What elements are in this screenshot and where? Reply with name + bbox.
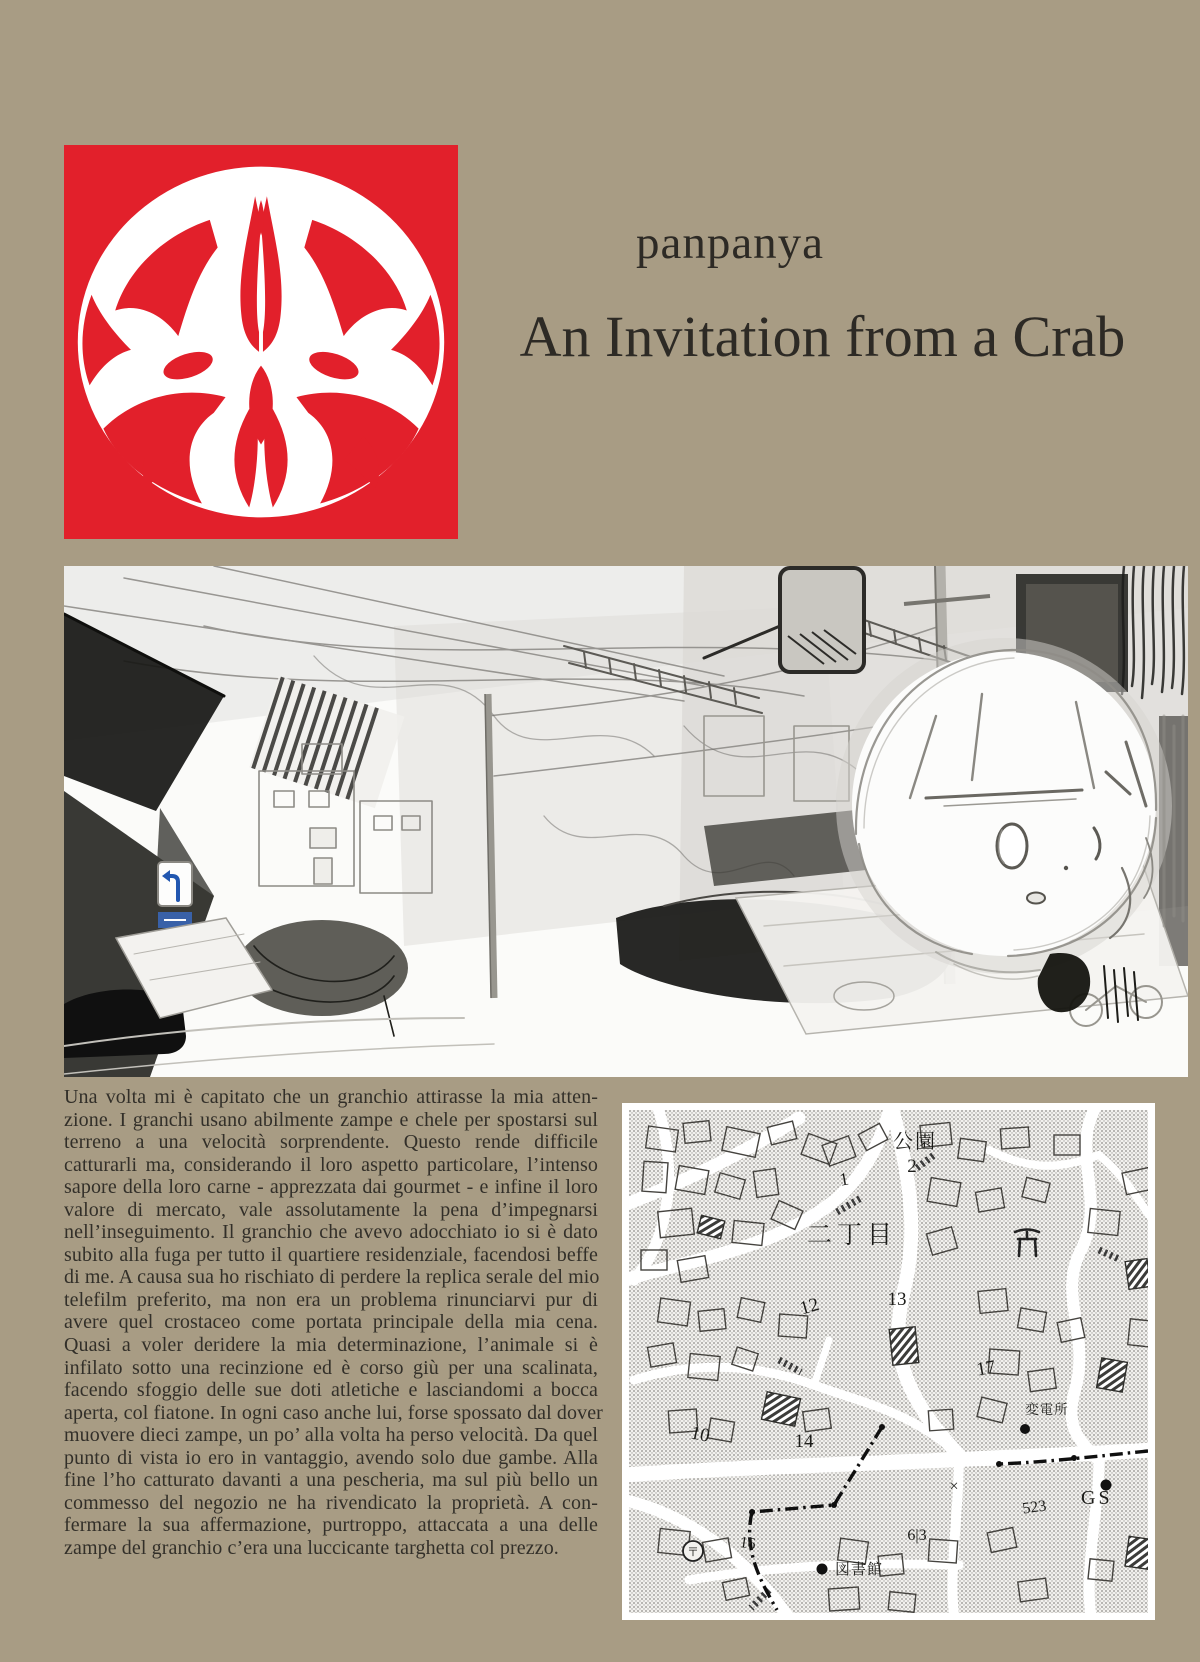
text-line: muovere dieci zampe, un po’ alla volta ha perso velocità. Da quel [64, 1424, 598, 1447]
text-line: nell’inseguimento. Il granchio che avevo adocchiato io si è dato [64, 1221, 598, 1244]
text-line: valore di mercato, vale assolutamente la pena d’impegnarsi [64, 1198, 598, 1221]
street-sketch-illustration [64, 566, 1188, 1077]
map-label-x: × [949, 1478, 959, 1495]
map-label-63: 6|3 [907, 1527, 927, 1544]
text-line: facendo sfoggio delle sue doti atletiche e lasciandomi a bocca [64, 1379, 598, 1402]
text-line: commesso del negozio ne ha rivendicato la proprietà. A con- [64, 1491, 598, 1514]
crab-emblem-icon [64, 145, 458, 539]
publisher-crab-logo [64, 145, 458, 539]
text-line: fermare la sua affermazione, purtroppo, attaccata a una delle [64, 1514, 598, 1537]
story-paragraph [64, 1086, 603, 1559]
text-line: infilato sotto una recinzione ed è corso giù per una scalinata, [64, 1356, 598, 1379]
text-line: punto di vista io ero in vantaggio, avendo solo due gambe. Alla [64, 1446, 598, 1469]
text-line: di me. A causa sua ho rischiato di perdere la replica serale del mio [64, 1266, 600, 1289]
map-label-library: 図書館 [835, 1562, 884, 1578]
post-office-icon [683, 1541, 703, 1561]
map-label-12: 12 [797, 1294, 822, 1320]
text-line: subito alla fuga per tutto il quartiere residenziale, facendosi beffe [64, 1243, 598, 1266]
page-title: An Invitation from a Crab [519, 304, 1126, 369]
map-label-16: 16 [738, 1534, 757, 1554]
map-label-substation: 変電所 [1025, 1402, 1069, 1417]
text-line: terreno a una velocità sorprendente. Questo rende difficile [64, 1131, 598, 1154]
map-label-post: 〒 [686, 1545, 700, 1559]
map-label-1: 1 [837, 1168, 851, 1190]
map-label-2: 2 [907, 1156, 917, 1177]
map-label-gs: GS [1081, 1487, 1113, 1509]
text-line: Una volta mi è capitato che un granchio attirasse la mia atten- [64, 1086, 598, 1108]
map-label-14: 14 [794, 1431, 814, 1452]
author-name: panpanya [635, 217, 825, 269]
text-line: telefilm preferito, ma non era un problema rinunciarvi pur di [64, 1288, 598, 1311]
text-line: aperta, col fiatone. In ogni caso anche lui, forse spossato dal dover [64, 1401, 603, 1424]
text-line: avere quel crostaceo come portata principale della mia cena. [64, 1311, 598, 1334]
turn-sign-icon [158, 862, 192, 928]
map-label-chome: 二丁目 [807, 1222, 898, 1249]
text-line: zampe del granchio c’era una luccicante targhetta col prezzo. [64, 1536, 559, 1559]
district-map-figure [622, 1103, 1155, 1620]
map-label-17: 17 [974, 1356, 998, 1381]
map-label-13: 13 [887, 1289, 907, 1310]
map-label-10: 10 [688, 1422, 712, 1447]
text-line: fine l’ho catturato davanti a una pescheria, ma sul più bello un [64, 1469, 598, 1492]
text-line: catturarli ma, considerando il loro aspetto particolare, l’intenso [64, 1153, 598, 1176]
map-label-park: 公園 [893, 1131, 937, 1153]
text-line: zione. I granchi usano abilmente zampe e chele per spostarsi sul [64, 1108, 598, 1131]
text-line: sapore della loro carne - apprezzata dai gourmet - e infine il loro [64, 1176, 598, 1199]
map-label-523: 523 [1021, 1497, 1048, 1518]
text-line: Quasi a voler deridere la mia determinazione, l’animale si è [64, 1334, 598, 1357]
